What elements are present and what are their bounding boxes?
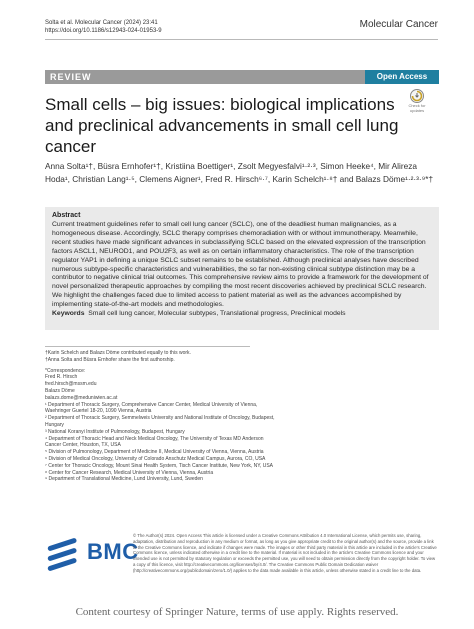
keywords-line (52, 310, 432, 319)
affiliation: ⁵ Division of Pulmonology, Department of Medicine II, Medical University of Vienna, Vienna, Austria (45, 449, 264, 456)
check-for-updates-button[interactable] (404, 89, 430, 113)
bmc-logo-text: BMC (87, 539, 139, 564)
article-type-bar (45, 70, 439, 84)
affiliation: ² Department of Thoracic Surgery, Semmelweis University and National Institute of Oncology, Budapest, Hungary (45, 415, 275, 428)
bmc-logo-icon (45, 536, 83, 574)
keywords-label: Keywords (52, 310, 85, 318)
abstract-body: Current treatment guidelines refer to small cell lung cancer (SCLC), one of the deadliest human malignancies, as a homogeneous disease. Accordingly, SCLC therapy comprises chemoradiation with or without immunotherapy. Meanwhile, recent studies have made significant advances in subclassifying SCLC based on the elevated expression of the transcription factors ASCL1, NEUROD1, and POU2F3, as well as on certain inflammatory characteristics. The role of the transcription regulator YAP1 in defining a unique SCLC subset remains to be established. Although preclinical analyses have described numerous subtype-specific characteristics and vulnerabilities, the so far non-existing clinical subtype distinction may be a contributor to negative clinical trial outcomes. This comprehensive review aims to provide a framework for the development of novel personalized therapeutic approaches by compiling the most recent discoveries achieved by preclinical SCLC research. We highlight the challenges faced due to limited access to patient material as well as the advances accomplished by implementing state-of-the-art models and methodologies. (52, 221, 429, 309)
footnotes (45, 350, 280, 483)
correspondence-email[interactable]: fred.hirsch@mssm.edu (45, 381, 97, 388)
footnote-divider (45, 346, 250, 347)
affiliation: ¹ Department of Thoracic Surgery, Comprehensive Cancer Center, Medical University of Vienna, Waehringer Guertel 18-20, 1090 Vienna, Austria (45, 401, 258, 415)
affiliation: ⁶ Division of Medical Oncology, University of Colorado Anschutz Medical Campus, Aurora, CO, USA (45, 455, 266, 462)
citation-line: Solta et al. Molecular Cancer (2024) 23:41 (45, 20, 158, 26)
license-text: © The Author(s) 2024. Open Access This article is licensed under a Creative Commons Attribution 4.0 International License, which permits use, sharing, adaptation, distribution and reproduction in any medium or format, as long as you give appropriate credit to the original author(s) and the source, provide a link to the Creative Commons licence, and indicate if changes were made. The images or other third party material in this article are included in the article's Creative Commons licence, unless indicated otherwise in a credit line to the material. If material is not included in the article's Creative Commons licence and your intended use is not permitted by statutory regulation or exceeds the permitted use, you will need to obtain permission directly from the copyright holder. To view a copy of this licence, visit http://creativecommons.org/licenses/by/4.0/. The Creative Commons Public Domain Dedication waiver (http://creativecommons.org/publicdomain/zero/1.0/) applies to the data made available in this article, unless otherwise stated in a credit line to the data. (133, 533, 437, 573)
keywords-list: Small cell lung cancer, Molecular subtypes, Translational progress, Preclinical models (88, 310, 346, 318)
courtesy-line: Content courtesy of Springer Nature, terms of use apply. Rights reserved. (75, 606, 399, 618)
article-title: Small cells – big issues: biological implications and preclinical advancements in small cell lung cancer (45, 95, 399, 156)
abstract-box (45, 207, 439, 330)
affiliation: ⁴ Department of Thoracic Head and Neck Medical Oncology, The University of Texas MD Anderson Cancer Center, Houston, TX, USA (45, 435, 264, 449)
journal-name: Molecular Cancer (359, 19, 438, 30)
footnote-first-authorship: †Anna Solta and Büsra Ernhofer share the first authorship. (45, 356, 175, 363)
bmc-logo (45, 535, 139, 575)
check-updates-icon (410, 89, 424, 103)
doi-link[interactable]: https://doi.org/10.1186/s12943-024-01953-9 (45, 28, 162, 34)
affiliation: ⁸ Center for Cancer Research, Medical University of Vienna, Vienna, Austria (45, 469, 214, 476)
affiliation: ⁹ Department of Translational Medicine, Lund University, Lund, Sweden (45, 476, 203, 483)
abstract-heading: Abstract (52, 212, 81, 219)
correspondence-heading: *Correspondence: (45, 367, 86, 374)
affiliation: ³ National Koranyi Institute of Pulmonology, Budapest, Hungary (45, 428, 185, 435)
open-access-badge: Open Access (365, 70, 439, 84)
header-divider (45, 39, 438, 40)
author-list: Anna Solta¹†, Büsra Ernhofer¹†, Kristiina Boettiger¹, Zsolt Megyesfalvi¹·²·³, Simon Heeke⁴, Mir Alireza Hoda¹, Christian Lang¹·⁵, Clemens Aigner¹, Fred R. Hirsch⁶·⁷, Karin Schelch¹·⁸† and Balazs Döme¹·²·³·⁹*† (45, 161, 434, 184)
article-type-label: REVIEW (50, 72, 92, 82)
check-updates-line1: Check for (408, 103, 426, 108)
check-updates-line2: updates (409, 107, 425, 113)
correspondence-name: Fred R. Hirsch (45, 374, 78, 381)
correspondence-name: Balazs Döme (45, 387, 75, 394)
running-header-citation (45, 19, 162, 35)
correspondence-email[interactable]: balazs.dome@meduniwien.ac.at (45, 394, 118, 401)
affiliation: ⁷ Center for Thoracic Oncology, Mount Sinai Health System, Tisch Cancer Institute, New York, NY, USA (45, 462, 274, 469)
footnote-equal-contribution: †Karin Schelch and Balazs Döme contributed equally to this work. (45, 350, 191, 356)
